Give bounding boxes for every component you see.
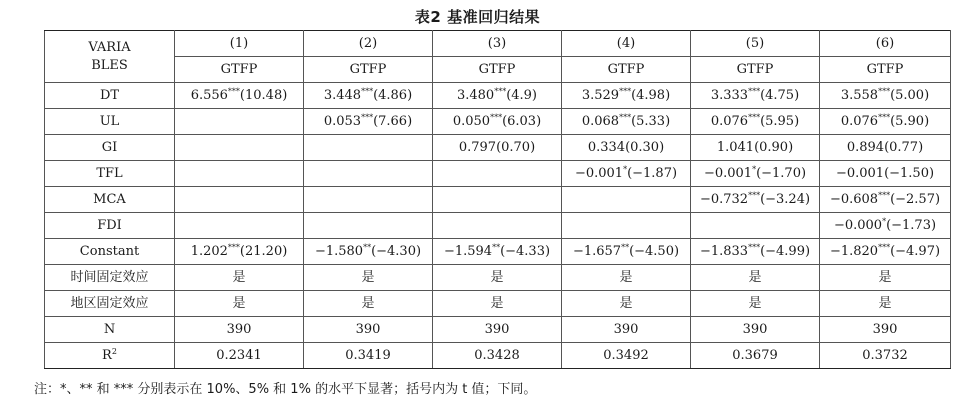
significance-stars: *** [227, 243, 240, 252]
observations-cell: 390 [304, 317, 433, 343]
variable-label: UL [45, 109, 175, 135]
column-header: (3) [433, 31, 562, 57]
regression-table [44, 30, 951, 369]
significance-stars: *** [361, 87, 374, 96]
coefficient-cell [304, 135, 433, 161]
coefficient-cell [304, 83, 433, 109]
coefficient-value: −1.820 [829, 244, 879, 259]
coefficient-cell [175, 213, 304, 239]
fixed-effect-cell: 是 [304, 291, 433, 317]
column-header: (6) [820, 31, 951, 57]
coefficient-cell [433, 135, 562, 161]
t-statistic: (4.86) [373, 88, 413, 103]
coefficient-value: 6.556 [190, 88, 228, 103]
fixed-effect-cell: 是 [820, 291, 951, 317]
column-header: (5) [691, 31, 820, 57]
variable-label: FDI [45, 213, 175, 239]
coefficient-cell [562, 187, 691, 213]
t-statistic: (7.66) [373, 114, 413, 129]
dependent-var-header: GTFP [175, 57, 304, 83]
variable-label: MCA [45, 187, 175, 213]
variables-header-line2: BLES [91, 57, 128, 73]
r-squared-row [45, 343, 951, 369]
column-header: (2) [304, 31, 433, 57]
significance-stars: *** [878, 191, 891, 200]
coefficient-value: 3.448 [323, 88, 362, 103]
t-statistic: (5.33) [631, 114, 671, 129]
coefficient-cell [304, 239, 433, 265]
t-statistic: (−1.87) [627, 166, 678, 181]
significance-stars: *** [748, 191, 761, 200]
coefficient-value: 0.053 [323, 114, 362, 129]
r-squared-cell: 0.2341 [175, 343, 304, 369]
coefficient-value: 3.529 [581, 88, 620, 103]
observations-cell: 390 [175, 317, 304, 343]
r-squared-superscript: 2 [111, 347, 117, 356]
coefficient-value: −1.657 [572, 244, 622, 259]
coefficient-value: 3.333 [710, 88, 749, 103]
significance-stars: ** [363, 243, 372, 252]
r-squared-cell: 0.3419 [304, 343, 433, 369]
coefficient-row [45, 135, 951, 161]
r-squared-cell: 0.3732 [820, 343, 951, 369]
coefficient-cell [433, 239, 562, 265]
significance-stars: * [623, 165, 628, 174]
dependent-var-header: GTFP [433, 57, 562, 83]
coefficient-cell [562, 213, 691, 239]
significance-stars: *** [619, 113, 632, 122]
coefficient-value: −0.608 [829, 192, 879, 207]
coefficient-value: 0.076 [840, 114, 879, 129]
significance-stars: * [752, 165, 757, 174]
fixed-effect-row [45, 291, 951, 317]
t-statistic: (5.00) [890, 88, 930, 103]
coefficient-value: 3.558 [840, 88, 879, 103]
coefficient-cell [304, 187, 433, 213]
significance-stars: *** [619, 87, 632, 96]
fixed-effect-label: 地区固定效应 [45, 291, 175, 317]
coefficient-cell [433, 109, 562, 135]
coefficient-cell [691, 187, 820, 213]
significance-stars: *** [878, 243, 891, 252]
t-statistic: (0.30) [625, 140, 665, 155]
coefficient-cell [175, 83, 304, 109]
variables-header-line1: VARIA [88, 39, 131, 55]
t-statistic: (0.90) [754, 140, 794, 155]
coefficient-cell [304, 213, 433, 239]
observations-cell: 390 [691, 317, 820, 343]
coefficient-cell [433, 187, 562, 213]
coefficient-cell [820, 239, 951, 265]
variable-label: DT [45, 83, 175, 109]
dependent-var-header: GTFP [304, 57, 433, 83]
coefficient-value: −1.580 [314, 244, 364, 259]
fixed-effect-cell: 是 [691, 291, 820, 317]
observations-row [45, 317, 951, 343]
significance-stars: *** [227, 87, 240, 96]
coefficient-value: −1.594 [443, 244, 493, 259]
fixed-effect-cell: 是 [304, 265, 433, 291]
coefficient-row [45, 161, 951, 187]
table-note: 注：*、** 和 *** 分别表示在 10%、5% 和 1% 的水平下显著；括号内为 t 值；下同。 [34, 382, 537, 397]
table-title: 表2 基准回归结果 [414, 8, 541, 26]
coefficient-row [45, 239, 951, 265]
coefficient-cell [175, 135, 304, 161]
t-statistic: (−4.99) [760, 244, 811, 259]
r-squared-cell: 0.3492 [562, 343, 691, 369]
dependent-var-header: GTFP [562, 57, 691, 83]
coefficient-value: −0.000 [833, 218, 883, 233]
coefficient-value: 0.068 [581, 114, 620, 129]
t-statistic: (0.70) [496, 140, 536, 155]
significance-stars: *** [748, 87, 761, 96]
coefficient-cell [691, 213, 820, 239]
significance-stars: ** [492, 243, 501, 252]
fixed-effect-cell: 是 [175, 265, 304, 291]
coefficient-cell [691, 161, 820, 187]
coefficient-cell [820, 213, 951, 239]
coefficient-cell [820, 187, 951, 213]
fixed-effect-cell: 是 [562, 265, 691, 291]
significance-stars: * [882, 217, 887, 226]
coefficient-value: 0.894 [846, 140, 885, 155]
variables-header [45, 31, 175, 83]
coefficient-cell [691, 135, 820, 161]
significance-stars: *** [490, 113, 503, 122]
t-statistic: (−1.70) [756, 166, 807, 181]
r-squared-letter: R [102, 348, 112, 363]
coefficient-row [45, 213, 951, 239]
coefficient-cell [304, 161, 433, 187]
t-statistic: (−4.30) [371, 244, 422, 259]
coefficient-cell [562, 83, 691, 109]
observations-cell: 390 [562, 317, 691, 343]
coefficient-value: 1.202 [190, 244, 228, 259]
t-statistic: (4.75) [760, 88, 800, 103]
coefficient-value: 0.334 [587, 140, 626, 155]
fixed-effect-cell: 是 [562, 291, 691, 317]
t-statistic: (4.98) [631, 88, 671, 103]
significance-stars: *** [494, 87, 507, 96]
fixed-effect-cell: 是 [433, 265, 562, 291]
coefficient-cell [175, 109, 304, 135]
r-squared-label [45, 343, 175, 369]
t-statistic: (−4.50) [629, 244, 680, 259]
observations-cell: 390 [433, 317, 562, 343]
significance-stars: *** [878, 113, 891, 122]
fixed-effect-row [45, 265, 951, 291]
coefficient-cell [433, 213, 562, 239]
t-statistic: (−4.33) [500, 244, 551, 259]
coefficient-row [45, 187, 951, 213]
t-statistic: (5.95) [760, 114, 800, 129]
coefficient-row [45, 83, 951, 109]
dependent-var-header: GTFP [691, 57, 820, 83]
coefficient-cell [820, 135, 951, 161]
coefficient-value: −1.833 [699, 244, 749, 259]
coefficient-cell [820, 109, 951, 135]
variable-label: TFL [45, 161, 175, 187]
observations-cell: 390 [820, 317, 951, 343]
coefficient-value: 0.797 [458, 140, 497, 155]
coefficient-cell [691, 239, 820, 265]
t-statistic: (0.77) [884, 140, 924, 155]
coefficient-cell [562, 135, 691, 161]
t-statistic: (−4.97) [890, 244, 941, 259]
coefficient-cell [562, 109, 691, 135]
t-statistic: (4.9) [506, 88, 538, 103]
t-statistic: (−2.57) [890, 192, 941, 207]
coefficient-value: 3.480 [456, 88, 495, 103]
coefficient-cell [691, 83, 820, 109]
dependent-var-header: GTFP [820, 57, 951, 83]
t-statistic: (5.90) [890, 114, 930, 129]
column-header: (1) [175, 31, 304, 57]
coefficient-cell [175, 161, 304, 187]
header-row-columns [45, 31, 951, 57]
coefficient-value: 1.041 [716, 140, 755, 155]
coefficient-value: −0.001 [574, 166, 624, 181]
t-statistic: (−3.24) [760, 192, 811, 207]
fixed-effect-label: 时间固定效应 [45, 265, 175, 291]
t-statistic: (−1.73) [886, 218, 937, 233]
coefficient-cell [433, 161, 562, 187]
fixed-effect-cell: 是 [820, 265, 951, 291]
coefficient-cell [175, 187, 304, 213]
significance-stars: *** [748, 243, 761, 252]
fixed-effect-cell: 是 [175, 291, 304, 317]
t-statistic: (21.20) [239, 244, 288, 259]
header-row-dependent-vars [45, 57, 951, 83]
coefficient-cell [691, 109, 820, 135]
variable-label: Constant [45, 239, 175, 265]
coefficient-cell [820, 83, 951, 109]
coefficient-cell [433, 83, 562, 109]
t-statistic: (6.03) [502, 114, 542, 129]
coefficient-value: 0.076 [710, 114, 749, 129]
coefficient-cell [175, 239, 304, 265]
t-statistic: (−1.50) [884, 166, 935, 181]
t-statistic: (10.48) [239, 88, 288, 103]
coefficient-cell [562, 239, 691, 265]
column-header: (4) [562, 31, 691, 57]
variable-label: GI [45, 135, 175, 161]
coefficient-value: −0.001 [835, 166, 885, 181]
coefficient-cell [820, 161, 951, 187]
coefficient-value: 0.050 [452, 114, 491, 129]
fixed-effect-cell: 是 [433, 291, 562, 317]
r-squared-cell: 0.3679 [691, 343, 820, 369]
coefficient-value: −0.001 [703, 166, 753, 181]
significance-stars: *** [748, 113, 761, 122]
coefficient-cell [304, 109, 433, 135]
coefficient-cell [562, 161, 691, 187]
observations-label: N [45, 317, 175, 343]
significance-stars: ** [621, 243, 630, 252]
coefficient-value: −0.732 [699, 192, 749, 207]
coefficient-row [45, 109, 951, 135]
significance-stars: *** [361, 113, 374, 122]
fixed-effect-cell: 是 [691, 265, 820, 291]
significance-stars: *** [878, 87, 891, 96]
r-squared-cell: 0.3428 [433, 343, 562, 369]
